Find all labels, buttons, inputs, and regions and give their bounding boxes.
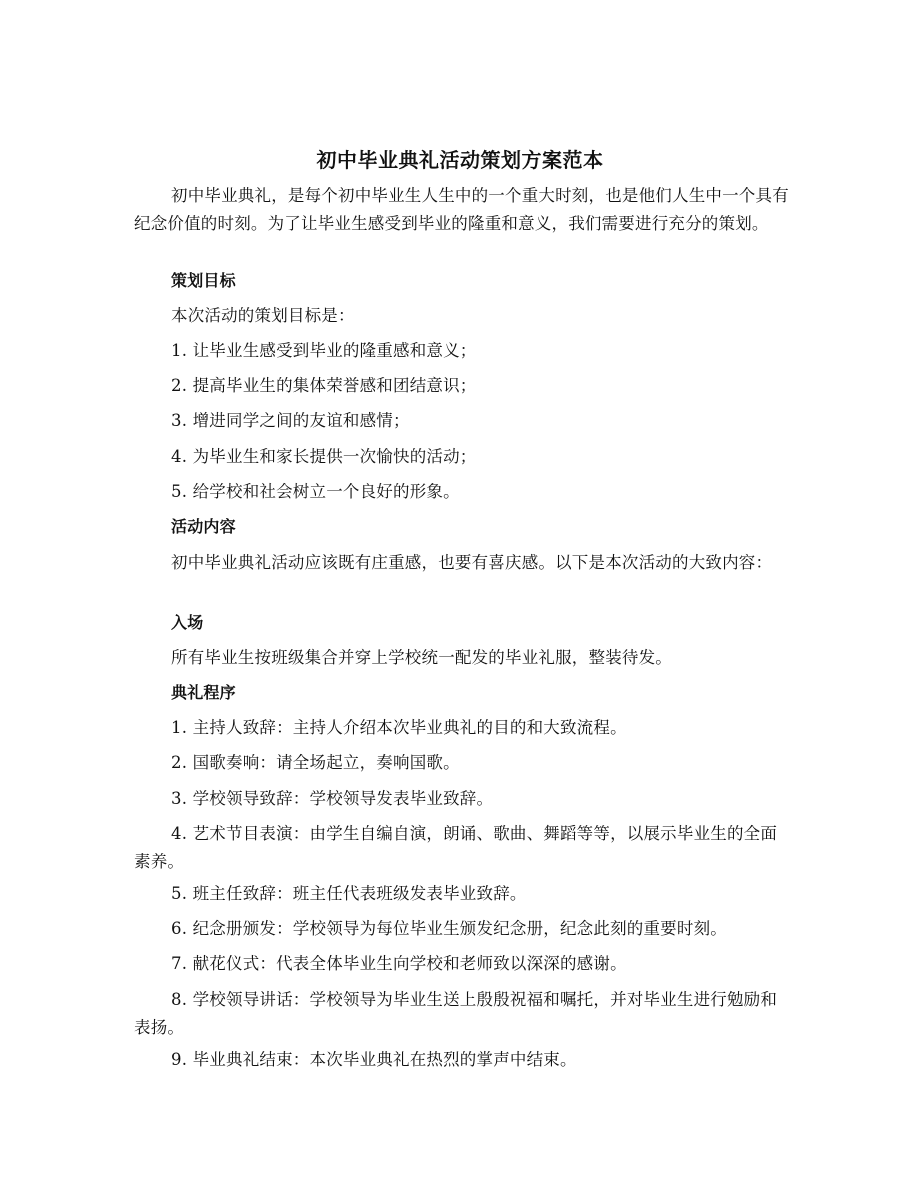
program-heading: 典礼程序: [171, 683, 236, 702]
program-item: 6. 纪念册颁发：学校领导为每位毕业生颁发纪念册，纪念此刻的重要时刻。: [171, 919, 727, 938]
entrance-heading: 入场: [171, 613, 204, 632]
goals-lead: 本次活动的策划目标是：: [171, 306, 355, 325]
goal-item: 1. 让毕业生感受到毕业的隆重感和意义；: [171, 341, 477, 360]
program-item: 7. 献花仪式：代表全体毕业生向学校和老师致以深深的感谢。: [171, 954, 627, 973]
goal-item: 4. 为毕业生和家长提供一次愉快的活动；: [171, 447, 477, 466]
program-item: 3. 学校领导致辞：学校领导发表毕业致辞。: [171, 789, 494, 808]
content-lead: 初中毕业典礼活动应该既有庄重感，也要有喜庆感。以下是本次活动的大致内容：: [171, 553, 773, 572]
goals-heading: 策划目标: [171, 271, 236, 290]
program-item: 5. 班主任致辞：班主任代表班级发表毕业致辞。: [171, 884, 527, 903]
program-item: 1. 主持人致辞：主持人介绍本次毕业典礼的目的和大致流程。: [171, 718, 627, 737]
document-title: 初中毕业典礼活动策划方案范本: [316, 148, 604, 172]
content-heading: 活动内容: [171, 517, 236, 536]
goal-item: 2. 提高毕业生的集体荣誉感和团结意识；: [171, 376, 477, 395]
program-item: 2. 国歌奏响：请全场起立，奏响国歌。: [171, 753, 460, 772]
goal-item: 5. 给学校和社会树立一个良好的形象。: [171, 482, 460, 501]
intro-paragraph: 初中毕业典礼，是每个初中毕业生人生中的一个重大时刻，也是他们人生中一个具有纪念价值的时刻。为了让毕业生感受到毕业的隆重和意义，我们需要进行充分的策划。: [134, 186, 789, 233]
program-item: 8. 学校领导讲话：学校领导为毕业生送上殷殷祝福和嘱托，并对毕业生进行勉励和表扬。: [134, 990, 778, 1037]
goal-item: 3. 增进同学之间的友谊和感情；: [171, 411, 410, 430]
program-item: 9. 毕业典礼结束：本次毕业典礼在热烈的掌声中结束。: [171, 1050, 577, 1069]
program-item: 4. 艺术节目表演：由学生自编自演，朗诵、歌曲、舞蹈等等，以展示毕业生的全面素养。: [134, 824, 778, 871]
entrance-text: 所有毕业生按班级集合并穿上学校统一配发的毕业礼服，整装待发。: [171, 648, 672, 667]
